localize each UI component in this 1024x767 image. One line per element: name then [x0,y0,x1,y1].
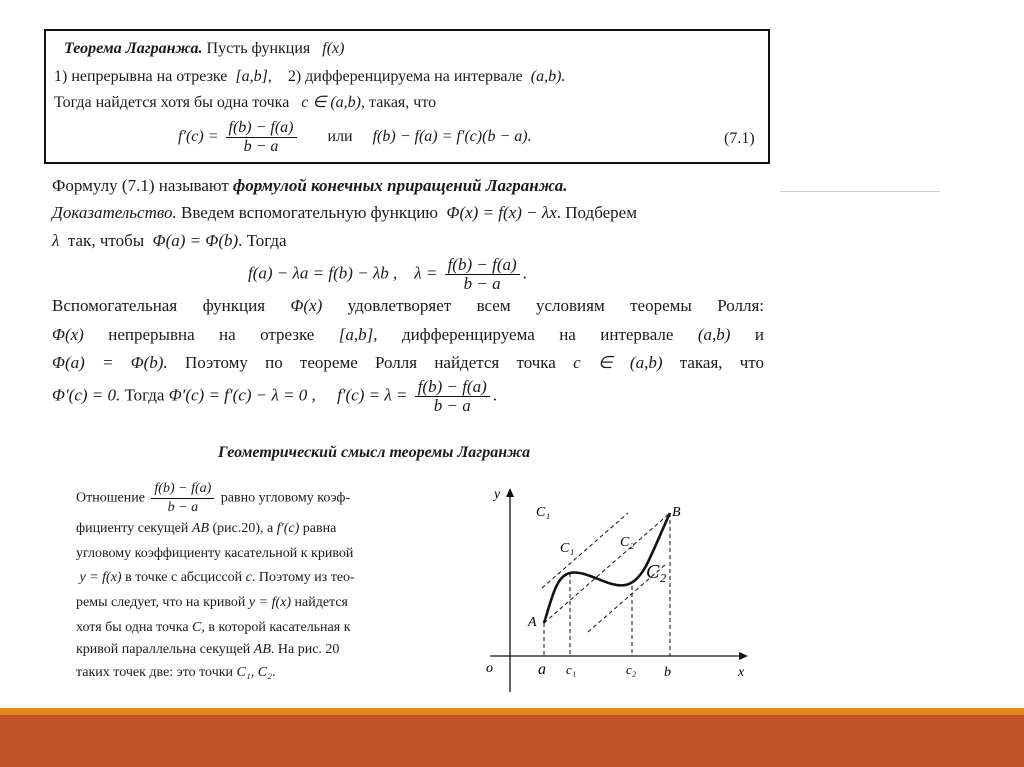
theorem-line-3: Тогда найдется хотя бы одна точка c ∈ (a,b), такая, что [54,94,437,111]
b-label: b [664,665,671,680]
theorem-line-1: Теорема Лагранжа. Пусть функция f(x) [64,40,345,57]
x-axis-arrow [739,652,748,660]
proof-equation-2: f(a) − λa = f(b) − λb , λ = $\frac{f(b) - f(a)}{b - a}$ . [248,255,527,293]
geometry-line-2: фициенту секущей AB (рис.20), а f′(c) равна [76,521,337,536]
geometry-line-5: ремы следует, что на кривой y = f(x) найдется [76,595,348,610]
final-fraction: $\frac{f(b) - f(a)}{b - a}$ [415,378,490,415]
decorative-rule [780,191,940,192]
equation-number: (7.1) [724,130,755,147]
proof-line-6: Φ′(c) = 0. Тогда Φ′(c) = f′(c) − λ = 0 , f′(c) = λ = $\frac{f(b) - f(a)}{b - a}$ . [52,377,497,415]
c1-top-label: C₁ [536,505,551,520]
c1-label: c₁ [566,662,577,677]
geometry-heading: Геометрический смысл теоремы Лагранжа [218,444,531,461]
geometry-line-1: Отношение $\frac{f(b) - f(a)}{b - a}$ равно угловому коэф- [76,481,351,515]
a-label: a [538,661,546,678]
c2-point-label: C₂ [646,561,667,583]
theorem-title: Теорема Лагранжа. [64,40,203,57]
tangent-c1 [542,513,628,588]
lagrange-figure [470,480,770,700]
proof-line-4: Φ(x) непрерывна на отрезке [a,b], дифференцируема на интервале (a,b) и [52,325,764,344]
theorem-line-2: 1) непрерывна на отрезке [a,b], 2) дифференцируема на интервале (a,b). [54,68,566,85]
point-a-label: A [528,615,537,630]
y-axis-arrow [506,488,514,497]
geometry-line-7: кривой параллельна секущей AB. На рис. 20 [76,642,340,657]
ratio-fraction: $\frac{f(b) - f(a)}{b - a}$ [151,480,214,517]
geometry-line-6: хотя бы одна точка C, в которой касательная к [76,620,351,635]
proof-line-2: λ так, чтобы Φ(a) = Φ(b). Тогда [52,231,287,250]
x-label: x [738,665,745,680]
theorem-equation: f′(c) = $\frac{f(b) - f(a)}{b - a}$ или f(b) − f(a) = f′(c)(b − a). [178,119,532,155]
proof-line-5: Φ(a) = Φ(b). Поэтому по теореме Ролля найдется точка c ∈ (a,b) такая, что [52,353,765,372]
proof-line-3: Вспомогательная функция Φ(x) удовлетворяет всем условиям теоремы Ролля: [52,296,765,315]
footer-bar [0,715,1024,767]
geometry-line-8: таких точек две: это точки C₁, C₂. [76,665,276,680]
c2-mid-label: C₂ [620,535,635,550]
theorem-fraction: $\frac{f(b) - f(a)}{b - a}$ [226,119,297,156]
y-label: y [494,487,501,502]
footer-accent-bar [0,708,1024,715]
geometry-line-3: угловому коэффициенту касательной к кривой [76,546,354,561]
geometry-line-4: y = f(x) в точке с абсциссой c. Поэтому из тео- [79,570,355,585]
c2-label: c₂ [626,662,637,677]
proof-line-1: Доказательство. Введем вспомогательную функцию Φ(x) = f(x) − λx. Подберем [52,203,637,222]
c1-point-label: C₁ [560,541,575,556]
lambda-fraction: $\frac{f(b) - f(a)}{b - a}$ [445,256,520,293]
origin-label: o [486,661,493,676]
point-b-label: B [672,505,681,520]
formula-name-line: Формулу (7.1) называют формулой конечных приращений Лагранжа. [52,176,568,195]
theorem-box [44,29,770,164]
